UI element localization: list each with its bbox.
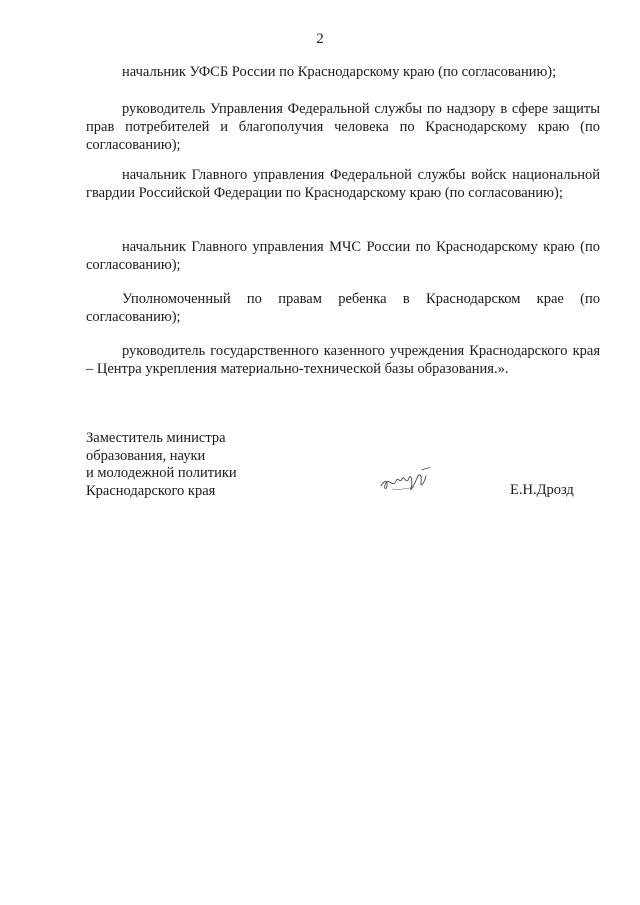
signatory-title-line: Заместитель министра [86,430,226,446]
signatory-name: Е.Н.Дрозд [510,482,574,498]
list-item-ufsb: начальник УФСБ России по Краснодарскому краю (по согласованию); [122,64,557,80]
signatory-title-line: образования, науки [86,447,206,464]
list-item-material-base-center: руководитель государственного казенного учреждения Краснодарского края – Центра укрепления материально-технической базы образования.». [86,343,600,377]
signatory-title-line: Краснодарского края [86,482,216,499]
list-item-rosgvardiya: начальник Главного управления Федеральной службы войск национальной гвардии Российской Федерации по Краснодарскому краю (по согласованию); [86,167,600,201]
signatory-title-line: и молодежной политики [86,465,237,481]
list-item-rospotrebnadzor: руководитель Управления Федеральной службы по надзору в сфере защиты прав потребителей и благополучия человека по Краснодарскому краю (по согласованию); [86,101,600,153]
list-item-mchs: начальник Главного управления МЧС России по Краснодарскому краю (по согласованию); [86,239,600,273]
page-number: 2 [316,31,324,47]
list-item-ombudsman: Уполномоченный по правам ребенка в Краснодарском крае (по согласованию); [86,291,600,325]
handwritten-signature [378,466,434,496]
signatory-title [86,430,237,500]
